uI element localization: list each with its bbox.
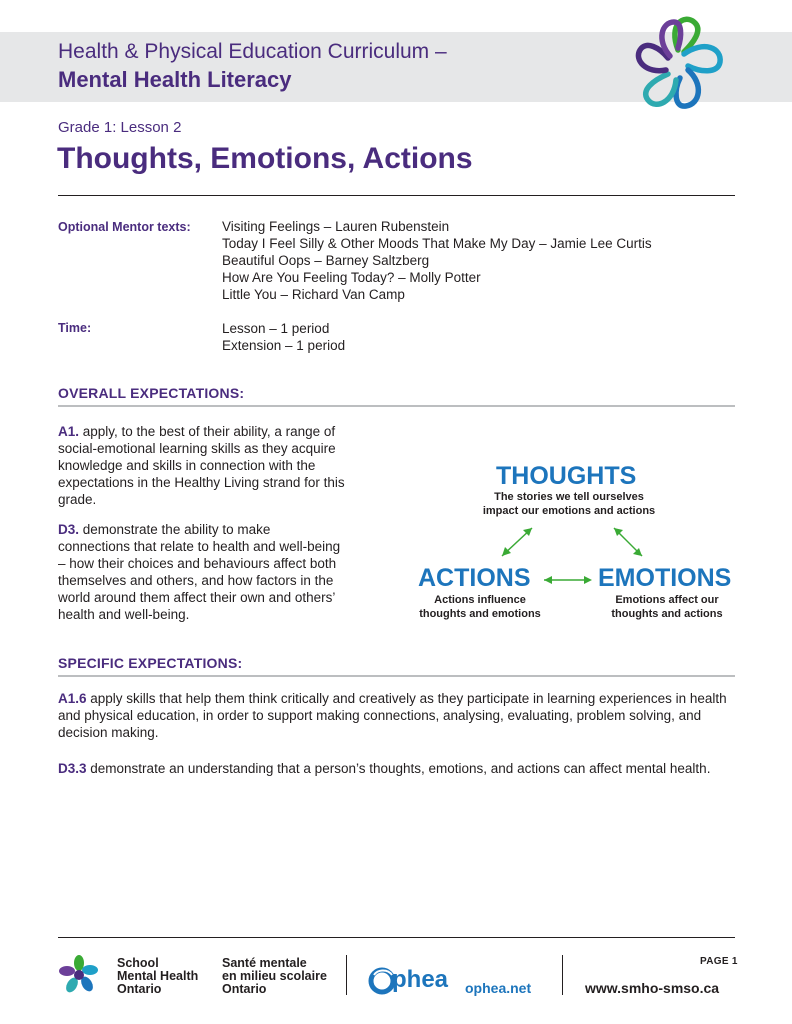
expectation-code: D3. — [58, 522, 80, 537]
expectation-code: A1. — [58, 424, 80, 439]
caption-line: impact our emotions and actions — [482, 505, 656, 517]
list-item: Extension – 1 period — [222, 338, 346, 353]
expectation-text: demonstrate an understanding that a person’s thoughts, emotions, and actions can affect mental health. — [86, 761, 711, 776]
caption-line: thoughts and emotions — [419, 608, 541, 620]
footer-divider-vertical — [562, 955, 563, 995]
page-number: PAGE 1 — [700, 956, 738, 967]
footer-line: Santé mentale — [222, 956, 307, 970]
list-item: How Are You Feeling Today? – Molly Potter — [222, 270, 481, 285]
expectation-d3-3 — [58, 760, 748, 777]
expectation-a1-6 — [58, 690, 738, 741]
caption-line: The stories we tell ourselves — [494, 491, 644, 503]
smho-english-name — [117, 957, 198, 996]
ophea-logo: phea — [392, 966, 449, 993]
smho-flower-logo-icon — [628, 10, 728, 128]
overall-expectations-heading: OVERALL EXPECTATIONS: — [58, 385, 245, 401]
footer-line: Ontario — [117, 982, 162, 996]
caption-line: Emotions affect our — [615, 594, 719, 606]
footer-line: School — [117, 956, 159, 970]
lesson-label: Grade 1: Lesson 2 — [58, 119, 182, 136]
expectation-text: apply, to the best of their ability, a range of social-emotional learning skills as they acquire knowledge and skills in connection with the expectations in the Healthy Living strand for this grade. — [58, 424, 345, 507]
smho-french-name — [222, 957, 327, 996]
expectation-code: D3.3 — [58, 761, 87, 776]
specific-expectations-heading: SPECIFIC EXPECTATIONS: — [58, 655, 243, 671]
lesson-title: Thoughts, Emotions, Actions — [57, 142, 473, 175]
thoughts-emotions-actions-diagram — [410, 458, 750, 633]
emotions-title: EMOTIONS — [598, 564, 732, 592]
section-divider — [58, 405, 735, 407]
ophea-link[interactable]: ophea.net — [465, 980, 532, 996]
caption-line: thoughts and actions — [611, 608, 723, 620]
list-item: Little You – Richard Van Camp — [222, 287, 405, 302]
list-item: Lesson – 1 period — [222, 321, 330, 336]
expectation-a1 — [58, 423, 346, 508]
mentor-texts-label: Optional Mentor texts: — [58, 220, 191, 234]
footer-divider-vertical — [346, 955, 347, 995]
time-list — [222, 320, 345, 354]
footer-line: en milieu scolaire — [222, 969, 327, 983]
thoughts-title: THOUGHTS — [496, 462, 637, 490]
curriculum-title: Health & Physical Education Curriculum – — [58, 40, 447, 63]
list-item: Beautiful Oops – Barney Saltzberg — [222, 253, 430, 268]
footer-line: Mental Health — [117, 969, 199, 983]
section-divider — [58, 675, 735, 677]
footer-line: Ontario — [222, 982, 267, 996]
expectation-code: A1.6 — [58, 691, 87, 706]
list-item: Visiting Feelings – Lauren Rubenstein — [222, 219, 450, 234]
mentor-texts-list — [222, 218, 652, 303]
footer-divider — [58, 937, 735, 938]
actions-title: ACTIONS — [418, 564, 531, 592]
expectation-d3 — [58, 521, 346, 623]
diagram-arrows-icon — [410, 458, 750, 633]
expectation-text: apply skills that help them think critically and creatively as they participate in learning experiences in health and physical education, in order to support making connections, analysing, evaluating, problem solving, and decision making. — [58, 691, 727, 740]
expectation-text: demonstrate the ability to make connections that relate to health and well-being – how their choices and behaviours affect both themselves and others, and how factors in the world around them affect their own and others’ health and well-being. — [58, 522, 341, 622]
curriculum-subtitle: Mental Health Literacy — [58, 67, 292, 92]
smho-footer-logo-icon — [58, 954, 100, 996]
website-link[interactable]: www.smho-smso.ca — [585, 980, 720, 996]
list-item: Today I Feel Silly & Other Moods That Make My Day – Jamie Lee Curtis — [222, 236, 652, 251]
title-divider — [58, 195, 735, 196]
caption-line: Actions influence — [434, 594, 526, 606]
time-label: Time: — [58, 321, 92, 335]
